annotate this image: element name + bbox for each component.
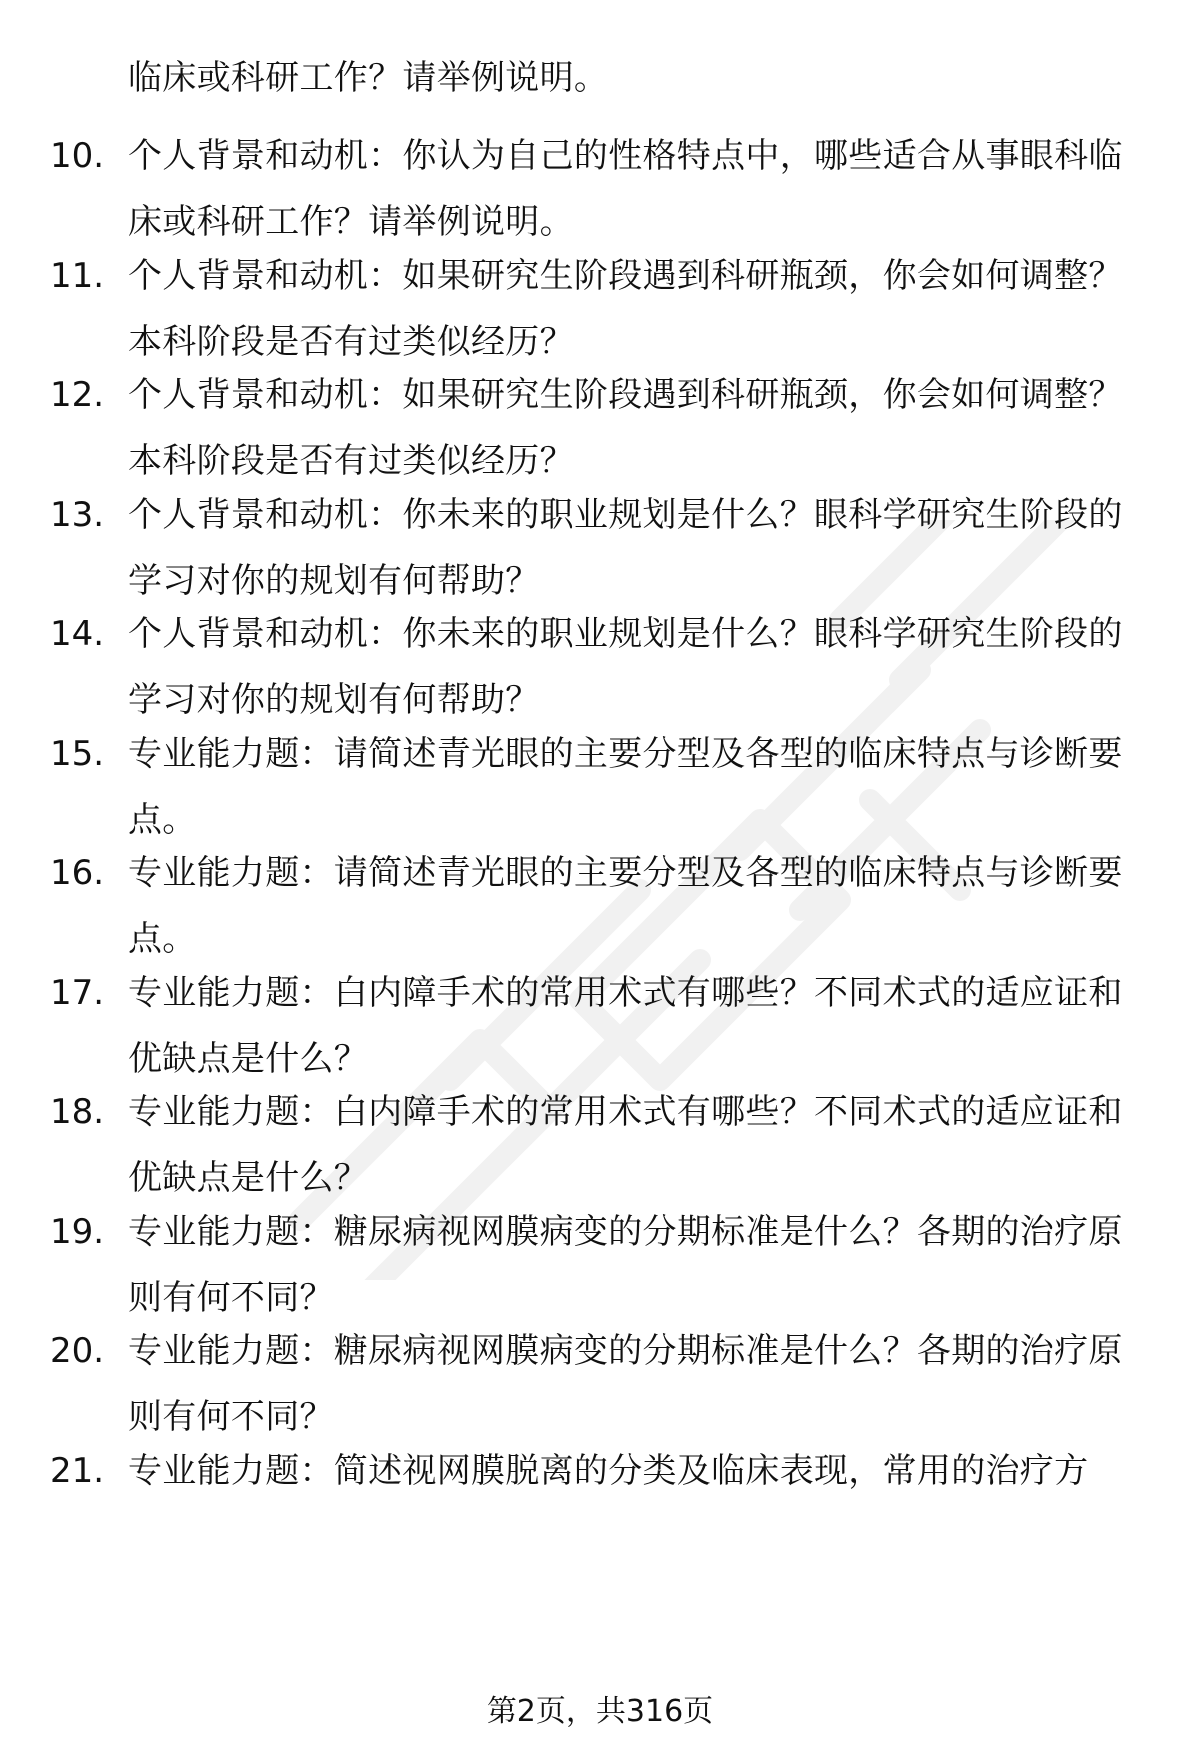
list-item-number: 11. xyxy=(50,256,105,296)
list-item-text: 个人背景和动机：你认为自己的性格特点中，哪些适合从事眼科临床或科研工作？请举例说明。 xyxy=(128,136,1123,242)
list-item-text: 个人背景和动机：如果研究生阶段遇到科研瓶颈，你会如何调整？本科阶段是否有过类似经历？ xyxy=(128,375,1123,481)
list-item-number: 18. xyxy=(50,1092,105,1132)
list-item-number: 13. xyxy=(50,495,105,535)
list-item-text: 专业能力题：请简述青光眼的主要分型及各型的临床特点与诊断要点。 xyxy=(128,853,1123,959)
list-item-number: 17. xyxy=(50,973,105,1013)
list-item-text: 专业能力题：糖尿病视网膜病变的分期标准是什么？各期的治疗原则有何不同？ xyxy=(128,1331,1123,1437)
page-footer: 第2页，共316页 xyxy=(486,1694,714,1729)
list-item-text: 个人背景和动机：你未来的职业规划是什么？眼科学研究生阶段的学习对你的规划有何帮助？ xyxy=(128,495,1123,601)
list-item-number: 16. xyxy=(50,853,105,893)
list-item-number: 12. xyxy=(50,375,105,415)
list-item-text: 专业能力题：请简述青光眼的主要分型及各型的临床特点与诊断要点。 xyxy=(128,734,1123,840)
list-item-number: 21. xyxy=(50,1451,105,1491)
list-item-number: 10. xyxy=(50,136,105,176)
continued-text-line: 临床或科研工作？请举例说明。 xyxy=(128,58,609,98)
list-item-number: 20. xyxy=(50,1331,105,1371)
list-item-text: 专业能力题：白内障手术的常用术式有哪些？不同术式的适应证和优缺点是什么？ xyxy=(128,1092,1123,1198)
list-item-text: 专业能力题：白内障手术的常用术式有哪些？不同术式的适应证和优缺点是什么？ xyxy=(128,973,1123,1079)
list-item-number: 15. xyxy=(50,734,105,774)
list-item-number: 14. xyxy=(50,614,105,654)
list-item-text: 专业能力题：简述视网膜脱离的分类及临床表现，常用的治疗方 xyxy=(128,1451,1089,1491)
list-item-text: 专业能力题：糖尿病视网膜病变的分期标准是什么？各期的治疗原则有何不同？ xyxy=(128,1212,1123,1318)
list-item-text: 个人背景和动机：如果研究生阶段遇到科研瓶颈，你会如何调整？本科阶段是否有过类似经历？ xyxy=(128,256,1123,362)
list-item-text: 个人背景和动机：你未来的职业规划是什么？眼科学研究生阶段的学习对你的规划有何帮助？ xyxy=(128,614,1123,720)
list-item-number: 19. xyxy=(50,1212,105,1252)
